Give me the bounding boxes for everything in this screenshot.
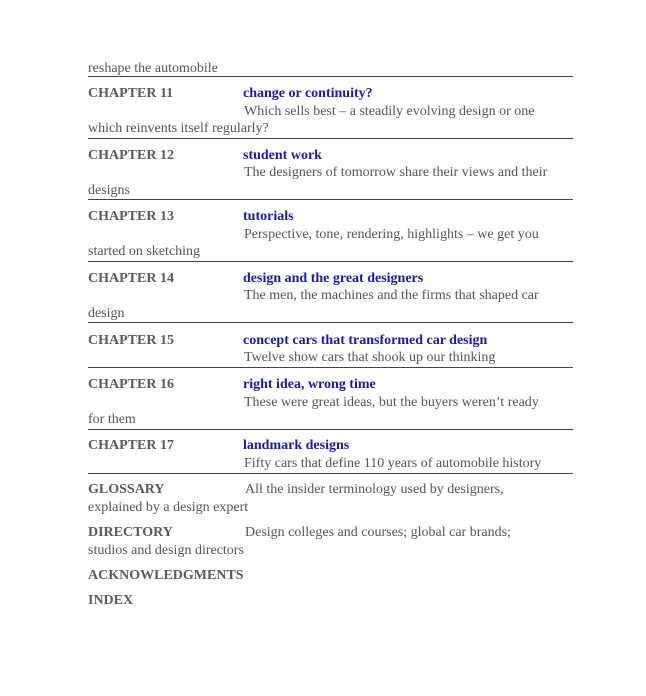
chapter-description-cont: started on sketching [88, 244, 200, 259]
chapter-description-cont: designs [88, 183, 130, 198]
divider [88, 367, 573, 368]
chapter-description: The designers of tomorrow share their views and their [244, 165, 548, 180]
chapter-description-cont: design [88, 306, 125, 321]
chapter-label: CHAPTER 12 [88, 148, 174, 163]
chapter-description: Twelve show cars that shook up our thinking [244, 350, 496, 365]
chapter-label: CHAPTER 11 [88, 86, 174, 101]
divider [88, 261, 573, 262]
chapter-title: landmark designs [243, 438, 350, 453]
chapter-description-cont: for them [88, 412, 136, 427]
section-description-cont: studios and design directors [88, 543, 244, 558]
table-of-contents [88, 0, 573, 696]
chapter-description: The men, the machines and the firms that shaped car [244, 288, 539, 303]
section-description: All the insider terminology used by designers, [245, 482, 504, 497]
section-label: GLOSSARY [88, 482, 165, 497]
chapter-description: These were great ideas, but the buyers weren’t ready [244, 395, 539, 410]
divider [88, 199, 573, 200]
section-description-cont: explained by a design expert [88, 500, 249, 515]
divider [88, 429, 573, 430]
intro-continuation: reshape the automobile [88, 61, 218, 76]
chapter-label: CHAPTER 13 [88, 209, 174, 224]
chapter-title: design and the great designers [243, 271, 424, 286]
chapter-description: Perspective, tone, rendering, highlights – we get you [244, 227, 539, 242]
section-label: DIRECTORY [88, 525, 173, 540]
toc-entry-acknowledgments[interactable]: ACKNOWLEDGMENTS [88, 568, 244, 583]
chapter-description-cont: which reinvents itself regularly? [88, 121, 269, 136]
chapter-title: change or continuity? [243, 86, 373, 101]
chapter-label: CHAPTER 14 [88, 271, 174, 286]
chapter-label: CHAPTER 16 [88, 377, 174, 392]
chapter-title: tutorials [243, 209, 294, 224]
chapter-title: student work [243, 148, 322, 163]
section-description: Design colleges and courses; global car brands; [245, 525, 511, 540]
chapter-label: CHAPTER 15 [88, 333, 174, 348]
chapter-label: CHAPTER 17 [88, 438, 174, 453]
toc-entry-index[interactable]: INDEX [88, 593, 134, 608]
chapter-title: right idea, wrong time [243, 377, 376, 392]
chapter-title: concept cars that transformed car design [243, 333, 488, 348]
divider [88, 76, 573, 77]
divider [88, 138, 573, 139]
chapter-description: Which sells best – a steadily evolving design or one [244, 104, 535, 119]
divider [88, 322, 573, 323]
chapter-description: Fifty cars that define 110 years of automobile history [244, 456, 542, 471]
divider [88, 473, 573, 474]
